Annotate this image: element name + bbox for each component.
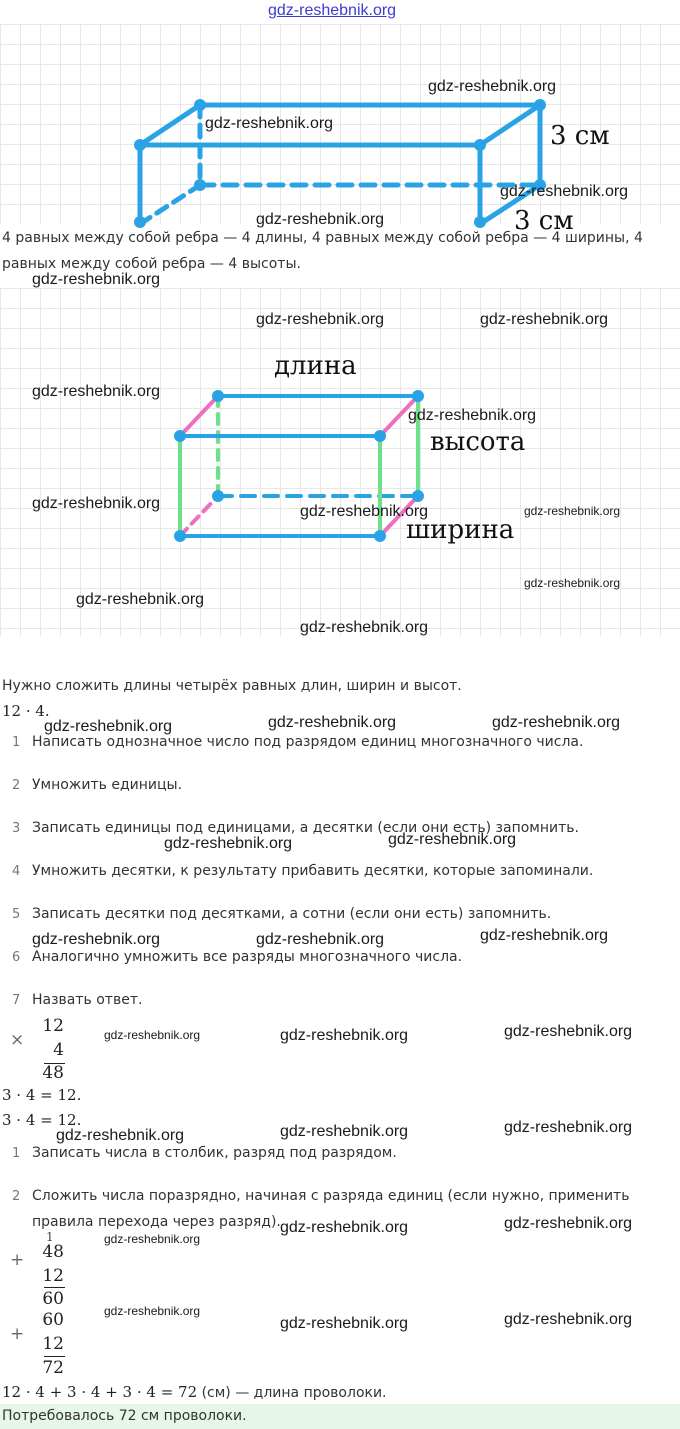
final-expression: 12 · 4 + 3 · 4 + 3 · 4 = 72 (см) — длина проволоки.	[2, 1383, 387, 1401]
watermark: gdz-reshebnik.org	[428, 78, 557, 95]
watermark: gdz-reshebnik.org	[164, 835, 293, 852]
add1-result: 60	[42, 1289, 64, 1309]
watermark: gdz-reshebnik.org	[388, 831, 517, 848]
mult-step-4: 4 Умножить десятки, к результату прибавить десятки, которые запоминали.	[12, 863, 594, 879]
add1-line	[44, 1287, 65, 1288]
watermark: gdz-reshebnik.org	[408, 407, 537, 424]
watermark: gdz-reshebnik.org	[480, 927, 609, 944]
watermark: gdz-reshebnik.org	[504, 1119, 633, 1136]
answer-text: Потребовалось 72 см проволоки.	[2, 1408, 247, 1424]
watermark: gdz-reshebnik.org	[480, 311, 609, 328]
mult-operator: ×	[10, 1030, 25, 1050]
mult-operand-a: 12	[42, 1016, 64, 1036]
top-watermark-link[interactable]: gdz-reshebnik.org	[268, 2, 397, 19]
add2-line	[44, 1356, 65, 1357]
fig1-height-label: 3 см	[550, 121, 610, 151]
watermark: gdz-reshebnik.org	[32, 383, 161, 400]
watermark: gdz-reshebnik.org	[300, 619, 429, 636]
watermark: gdz-reshebnik.org	[280, 1123, 409, 1140]
add1-operand-a: 48	[42, 1242, 64, 1262]
equation-1: 3 · 4 = 12.	[2, 1086, 82, 1104]
equation-2: 3 · 4 = 12.	[2, 1111, 82, 1129]
watermark: gdz-reshebnik.org	[76, 591, 205, 608]
watermark: gdz-reshebnik.org	[104, 1028, 201, 1042]
watermark: gdz-reshebnik.org	[256, 931, 385, 948]
edges-text: 4 равных между собой ребра — 4 длины, 4 равных между собой ребра — 4 ширины, 4	[2, 230, 643, 246]
watermark: gdz-reshebnik.org	[504, 1215, 633, 1232]
watermark: gdz-reshebnik.org	[300, 503, 429, 520]
fig2-width-label: ширина	[406, 515, 515, 545]
watermark: gdz-reshebnik.org	[205, 115, 334, 132]
watermark: gdz-reshebnik.org	[504, 1023, 633, 1040]
fig1-width-label: 3 см	[514, 206, 574, 236]
watermark: gdz-reshebnik.org	[32, 271, 161, 288]
watermark: gdz-reshebnik.org	[500, 183, 629, 200]
watermark: gdz-reshebnik.org	[104, 1304, 201, 1318]
mult-step-1: 1 Написать однозначное число под разрядом единиц многозначного числа.	[12, 734, 584, 750]
add2-result: 72	[42, 1358, 64, 1378]
add-step-1: 1 Записать числа в столбик, разряд под разрядом.	[12, 1145, 397, 1161]
mult-step-6: 6 Аналогично умножить все разряды многозначного числа.	[12, 949, 463, 965]
watermark: gdz-reshebnik.org	[256, 211, 385, 228]
watermark: gdz-reshebnik.org	[104, 1232, 201, 1246]
watermark: gdz-reshebnik.org	[280, 1027, 409, 1044]
mult-result: 48	[42, 1063, 64, 1083]
mult-step-3: 3 Записать единицы под единицами, а десятки (если они есть) запомнить.	[12, 820, 579, 836]
watermark: gdz-reshebnik.org	[44, 718, 173, 735]
watermark: gdz-reshebnik.org	[492, 714, 621, 731]
mult-step-2: 2 Умножить единицы.	[12, 777, 183, 793]
fig2-height-label: высота	[430, 427, 526, 457]
mult-step-7: 7 Назвать ответ.	[12, 992, 143, 1008]
watermark: gdz-reshebnik.org	[280, 1219, 409, 1236]
fig2-length-label: длина	[274, 351, 357, 381]
add1-operator: +	[10, 1250, 25, 1270]
watermark: gdz-reshebnik.org	[256, 311, 385, 328]
watermark: gdz-reshebnik.org	[32, 931, 161, 948]
watermark: gdz-reshebnik.org	[504, 1311, 633, 1328]
add-step-2: 2 Сложить числа поразрядно, начиная с разряда единиц (если нужно, применить	[12, 1188, 630, 1204]
sum-text: Нужно сложить длины четырёх равных длин, ширин и высот.	[2, 678, 462, 694]
watermark: gdz-reshebnik.org	[56, 1127, 185, 1144]
answer-box	[0, 1404, 680, 1429]
mult-expression: 12 · 4.	[2, 702, 50, 720]
watermark: gdz-reshebnik.org	[280, 1315, 409, 1332]
add-step-2-continued: правила перехода через разряд).	[32, 1214, 281, 1230]
watermark: gdz-reshebnik.org	[524, 504, 621, 518]
add1-carry: 1	[46, 1230, 54, 1244]
edges-text-2: равных между собой ребра — 4 высоты.	[2, 256, 301, 272]
watermark: gdz-reshebnik.org	[268, 714, 397, 731]
watermark: gdz-reshebnik.org	[32, 495, 161, 512]
mult-step-5: 5 Записать десятки под десятками, а сотни (если они есть) запомнить.	[12, 906, 552, 922]
watermark: gdz-reshebnik.org	[524, 576, 621, 590]
add2-operand-b: 12	[42, 1334, 64, 1354]
add1-operand-b: 12	[42, 1266, 64, 1286]
add2-operand-a: 60	[42, 1310, 64, 1330]
mult-operand-b: 4	[53, 1040, 64, 1060]
add2-operator: +	[10, 1324, 25, 1344]
